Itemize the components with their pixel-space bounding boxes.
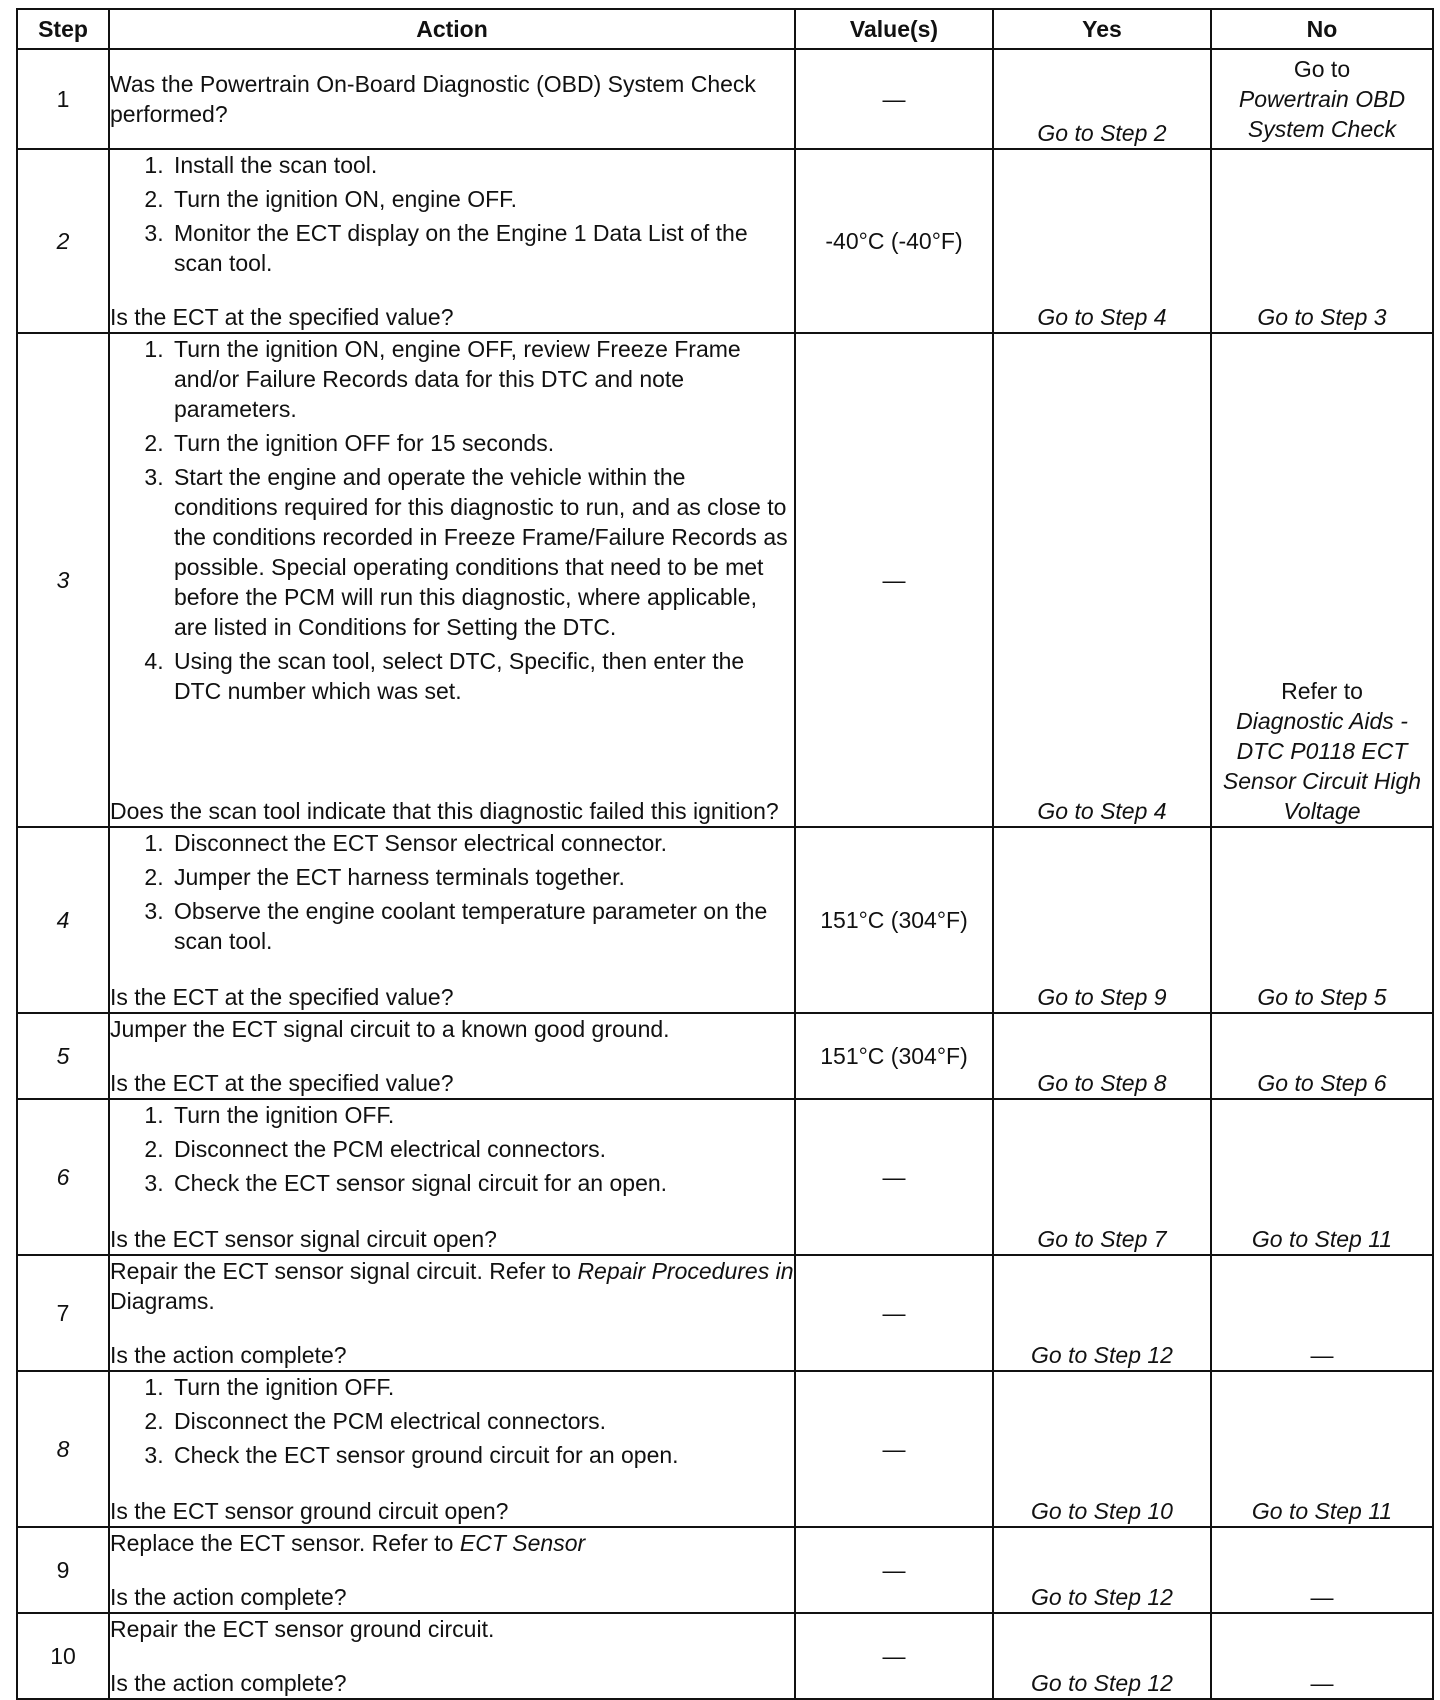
action-text: Jumper the ECT signal circuit to a known good ground. bbox=[110, 1016, 670, 1042]
step-number: 3 bbox=[17, 333, 109, 827]
table-row bbox=[17, 1371, 1433, 1527]
action-question: Is the ECT at the specified value? bbox=[110, 304, 454, 330]
no-cell: Go to Step 11 bbox=[1211, 1371, 1433, 1527]
diagnostic-table bbox=[16, 8, 1434, 1700]
action-step: 1. Turn the ignition OFF. bbox=[170, 1100, 794, 1130]
action-step: 4. Using the scan tool, select DTC, Specific, then enter the DTC number which was set. bbox=[170, 646, 794, 706]
table-row bbox=[17, 49, 1433, 149]
value-cell: 151°C (304°F) bbox=[795, 827, 993, 1013]
value-cell: — bbox=[795, 1613, 993, 1699]
action-cell bbox=[109, 827, 795, 1013]
no-cell: — bbox=[1211, 1613, 1433, 1699]
no-reference: Diagnostic Aids - DTC P0118 ECT Sensor Circuit High Voltage bbox=[1222, 708, 1422, 824]
action-question: Is the action complete? bbox=[110, 1342, 347, 1368]
action-question: Does the scan tool indicate that this diagnostic failed this ignition? bbox=[110, 798, 779, 824]
yes-cell: Go to Step 12 bbox=[993, 1255, 1211, 1371]
table-row bbox=[17, 1255, 1433, 1371]
action-step: 3. Check the ECT sensor ground circuit for an open. bbox=[170, 1440, 794, 1470]
value-cell: 151°C (304°F) bbox=[795, 1013, 993, 1099]
action-cell bbox=[109, 1013, 795, 1099]
repair-procedures-reference: Repair Procedures in bbox=[577, 1258, 794, 1284]
step-number: 9 bbox=[17, 1527, 109, 1613]
action-step: 3. Monitor the ECT display on the Engine 1 Data List of the scan tool. bbox=[170, 218, 794, 278]
action-question: Is the action complete? bbox=[110, 1670, 347, 1696]
step-number: 6 bbox=[17, 1099, 109, 1255]
action-text-part: Replace the ECT sensor. Refer to bbox=[110, 1530, 460, 1556]
no-reference: Powertrain OBD System Check bbox=[1238, 86, 1406, 142]
action-cell bbox=[109, 1371, 795, 1527]
table-row bbox=[17, 333, 1433, 827]
no-cell: — bbox=[1211, 1527, 1433, 1613]
action-cell bbox=[109, 1255, 795, 1371]
action-steps bbox=[110, 1100, 794, 1202]
action-text bbox=[110, 1528, 794, 1558]
action-step: 2. Jumper the ECT harness terminals together. bbox=[170, 862, 794, 892]
action-text: Was the Powertrain On-Board Diagnostic (OBD) System Check performed? bbox=[110, 71, 756, 127]
action-text: Repair the ECT sensor ground circuit. bbox=[110, 1616, 495, 1642]
yes-cell: Go to Step 7 bbox=[993, 1099, 1211, 1255]
action-step: 2. Disconnect the PCM electrical connectors. bbox=[170, 1406, 794, 1436]
action-step: 2. Turn the ignition ON, engine OFF. bbox=[170, 184, 794, 214]
action-text-part: Diagrams. bbox=[110, 1288, 215, 1314]
no-intro: Refer to bbox=[1281, 678, 1363, 704]
action-steps bbox=[110, 334, 794, 710]
step-number: 7 bbox=[17, 1255, 109, 1371]
action-question: Is the ECT sensor ground circuit open? bbox=[110, 1498, 509, 1524]
action-cell bbox=[109, 1613, 795, 1699]
no-cell: — bbox=[1211, 1255, 1433, 1371]
header-values: Value(s) bbox=[795, 9, 993, 49]
yes-cell: Go to Step 8 bbox=[993, 1013, 1211, 1099]
no-cell: Go to Step 3 bbox=[1211, 149, 1433, 333]
action-steps bbox=[110, 150, 794, 282]
yes-cell: Go to Step 9 bbox=[993, 827, 1211, 1013]
yes-cell: Go to Step 10 bbox=[993, 1371, 1211, 1527]
action-steps bbox=[110, 828, 794, 960]
yes-cell: Go to Step 2 bbox=[993, 49, 1211, 149]
action-step: 3. Observe the engine coolant temperature parameter on the scan tool. bbox=[170, 896, 794, 956]
action-cell bbox=[109, 149, 795, 333]
action-question: Is the ECT at the specified value? bbox=[110, 1070, 454, 1096]
table-row bbox=[17, 1613, 1433, 1699]
header-step: Step bbox=[17, 9, 109, 49]
value-cell: — bbox=[795, 1371, 993, 1527]
action-step: 3. Start the engine and operate the vehicle within the conditions required for this diagnostic to run, and as close to the conditions recorded in Freeze Frame/Failure Records as possible. Special operating conditions that need to be met before the PCM will run this diagnostic, where applicable, are listed in Conditions for Setting the DTC. bbox=[170, 462, 794, 642]
header-yes: Yes bbox=[993, 9, 1211, 49]
step-number: 1 bbox=[17, 49, 109, 149]
action-text-part: Repair the ECT sensor signal circuit. Refer to bbox=[110, 1258, 578, 1284]
action-text bbox=[110, 1256, 794, 1316]
no-cell: Go to Step 6 bbox=[1211, 1013, 1433, 1099]
header-action: Action bbox=[109, 9, 795, 49]
yes-cell: Go to Step 12 bbox=[993, 1527, 1211, 1613]
value-cell: — bbox=[795, 49, 993, 149]
table-row bbox=[17, 827, 1433, 1013]
value-cell: — bbox=[795, 1527, 993, 1613]
yes-cell: Go to Step 4 bbox=[993, 149, 1211, 333]
value-cell: — bbox=[795, 1099, 993, 1255]
action-step: 1. Install the scan tool. bbox=[170, 150, 794, 180]
table-row bbox=[17, 149, 1433, 333]
yes-cell: Go to Step 4 bbox=[993, 333, 1211, 827]
action-steps bbox=[110, 1372, 794, 1474]
action-step: 2. Disconnect the PCM electrical connectors. bbox=[170, 1134, 794, 1164]
action-question: Is the ECT sensor signal circuit open? bbox=[110, 1226, 497, 1252]
step-number: 10 bbox=[17, 1613, 109, 1699]
ect-sensor-reference: ECT Sensor bbox=[459, 1530, 586, 1556]
step-number: 5 bbox=[17, 1013, 109, 1099]
action-step: 3. Check the ECT sensor signal circuit for an open. bbox=[170, 1168, 794, 1198]
no-cell bbox=[1211, 49, 1433, 149]
value-cell: — bbox=[795, 1255, 993, 1371]
action-cell bbox=[109, 1527, 795, 1613]
header-row bbox=[17, 9, 1433, 49]
value-cell: -40°C (-40°F) bbox=[795, 149, 993, 333]
yes-cell: Go to Step 12 bbox=[993, 1613, 1211, 1699]
step-number: 2 bbox=[17, 149, 109, 333]
step-number: 8 bbox=[17, 1371, 109, 1527]
table-row bbox=[17, 1013, 1433, 1099]
action-cell bbox=[109, 333, 795, 827]
value-cell: — bbox=[795, 333, 993, 827]
no-cell: Go to Step 11 bbox=[1211, 1099, 1433, 1255]
table-row bbox=[17, 1527, 1433, 1613]
action-step: 1. Turn the ignition OFF. bbox=[170, 1372, 794, 1402]
action-step: 2. Turn the ignition OFF for 15 seconds. bbox=[170, 428, 794, 458]
no-cell bbox=[1211, 333, 1433, 827]
action-question: Is the ECT at the specified value? bbox=[110, 984, 454, 1010]
action-cell bbox=[109, 49, 795, 149]
action-step: 1. Disconnect the ECT Sensor electrical connector. bbox=[170, 828, 794, 858]
action-question: Is the action complete? bbox=[110, 1584, 347, 1610]
no-intro: Go to bbox=[1293, 56, 1351, 82]
action-step: 1. Turn the ignition ON, engine OFF, review Freeze Frame and/or Failure Records data for this DTC and note parameters. bbox=[170, 334, 794, 424]
action-cell bbox=[109, 1099, 795, 1255]
no-cell: Go to Step 5 bbox=[1211, 827, 1433, 1013]
header-no: No bbox=[1211, 9, 1433, 49]
step-number: 4 bbox=[17, 827, 109, 1013]
table-row bbox=[17, 1099, 1433, 1255]
